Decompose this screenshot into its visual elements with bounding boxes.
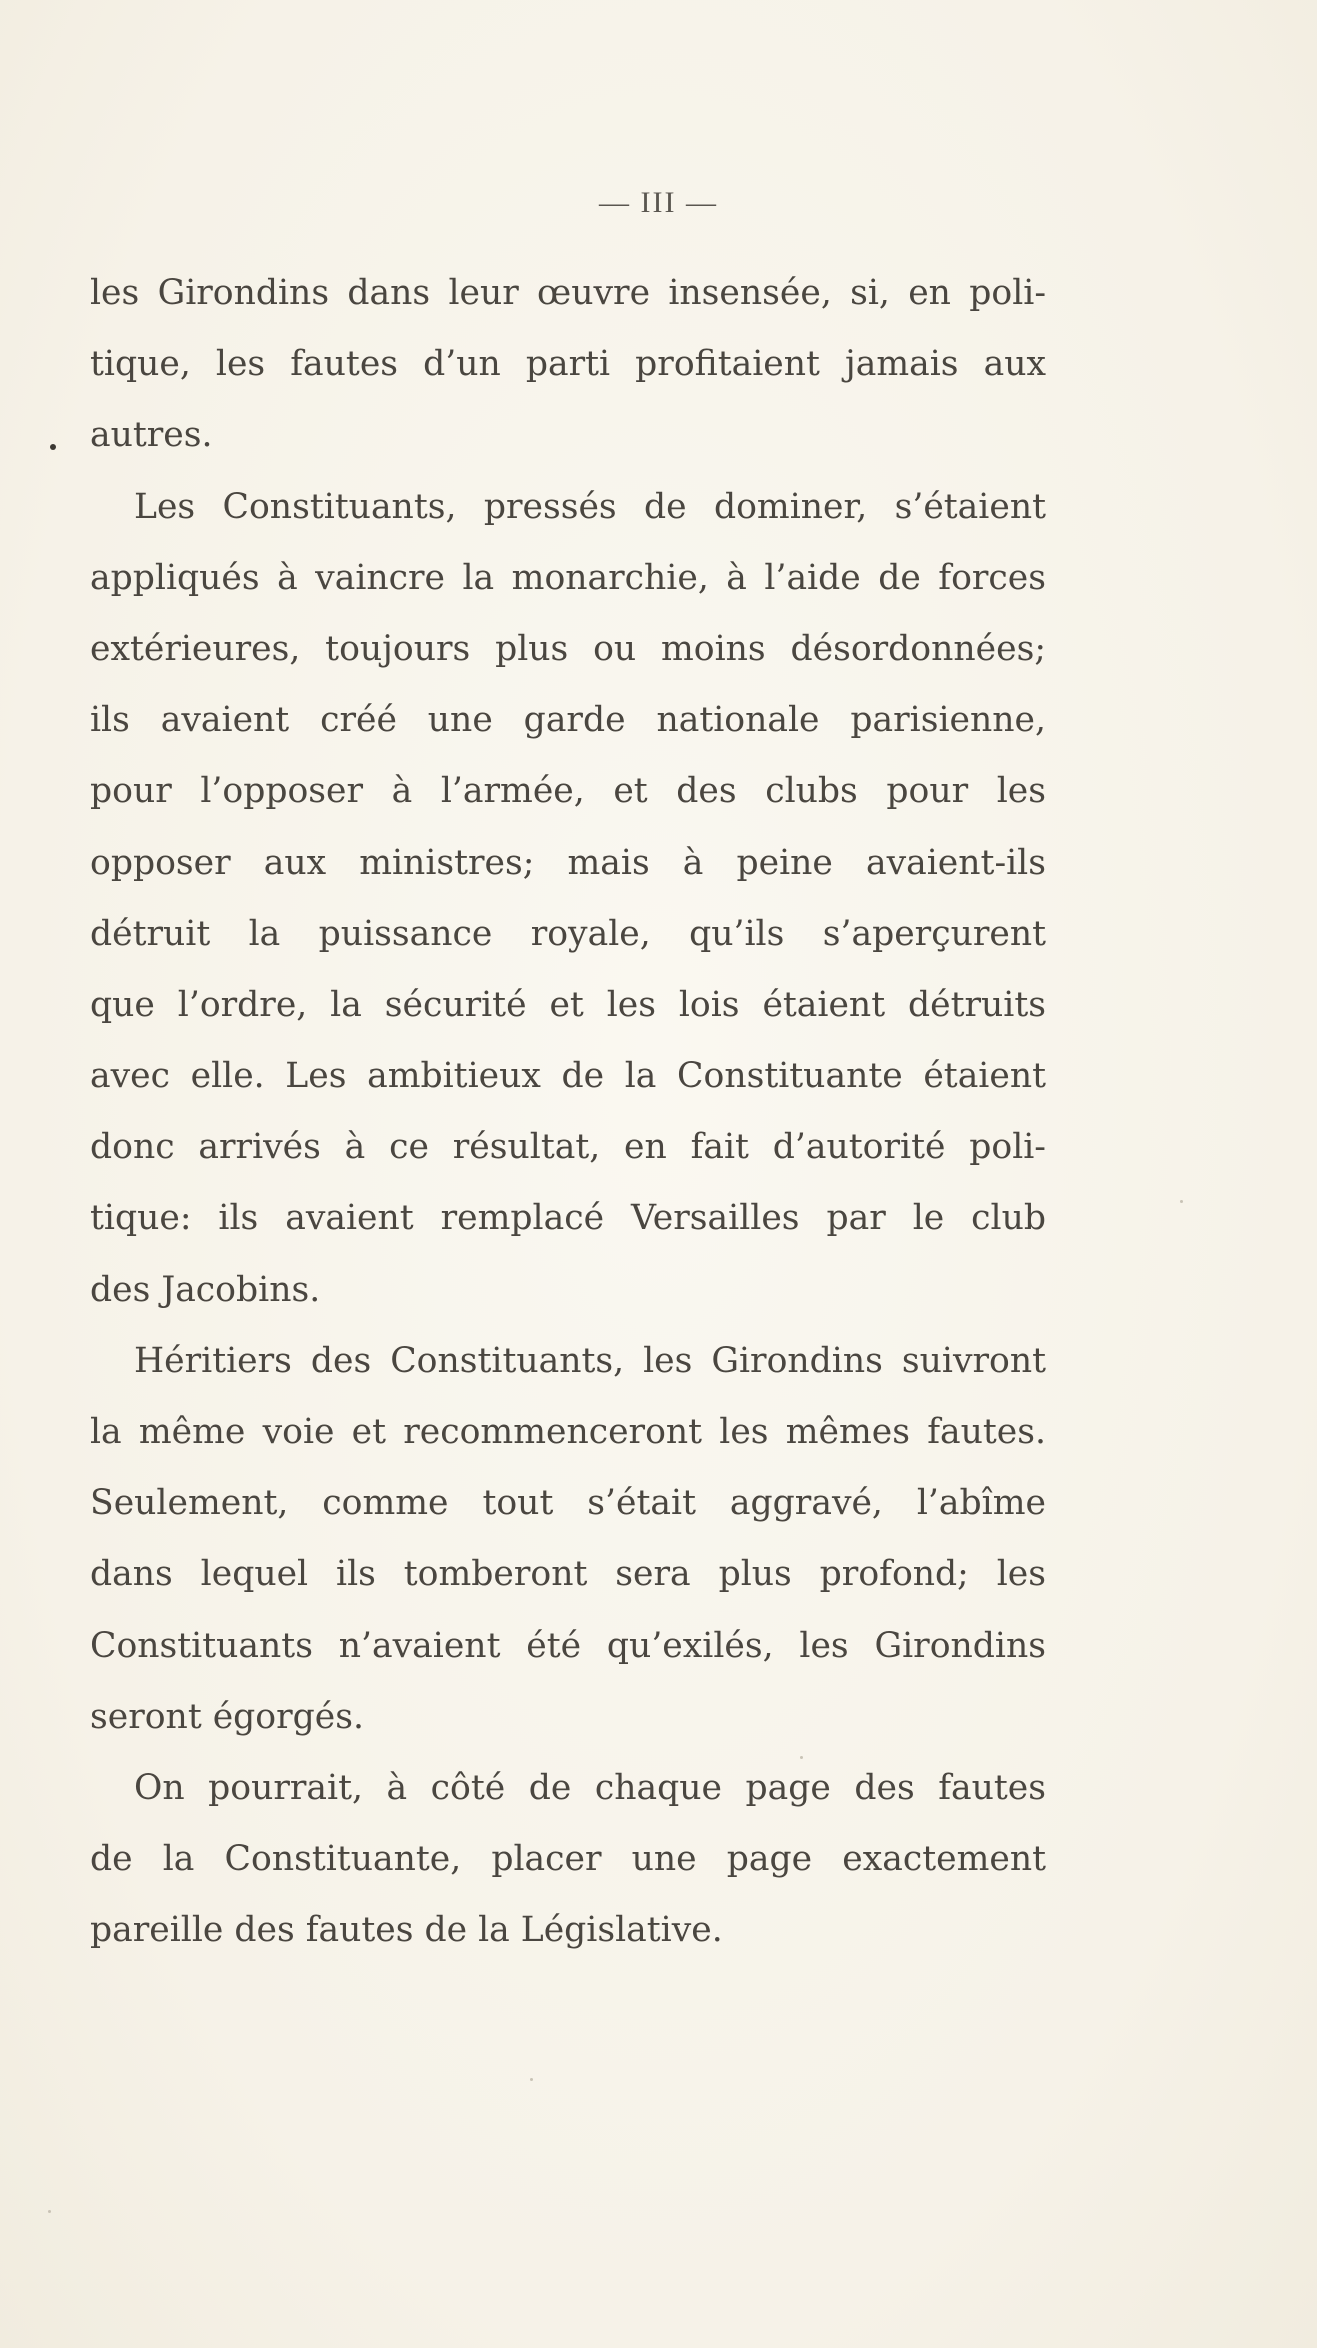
text-line: appliqués à vaincre la monarchie, à l’aide de forces — [90, 557, 1046, 598]
text-line: détruit la puissance royale, qu’ils s’aperçurent — [90, 913, 1046, 954]
text-line: des Jacobins. — [90, 1269, 321, 1310]
text-line: Constituants n’avaient été qu’exilés, les Girondins — [90, 1625, 1046, 1666]
text-line: tique, les fautes d’un parti profitaient jamais aux — [90, 344, 1046, 385]
text-line: opposer aux ministres; mais à peine avaient-ils — [90, 842, 1046, 883]
paper-speck — [800, 1756, 803, 1759]
text-line: avec elle. Les ambitieux de la Constituante étaient — [90, 1056, 1046, 1097]
text-line: seront égorgés. — [90, 1696, 364, 1737]
text-line: la même voie et recommenceront les mêmes fautes. — [90, 1412, 1046, 1452]
text-line: de la Constituante, placer une page exactement — [90, 1839, 1046, 1880]
paper-speck — [48, 2210, 51, 2213]
page-number: — III — — [599, 186, 718, 219]
text-line: autres. — [90, 415, 213, 456]
text-line: dans lequel ils tomberont sera plus profond; les — [90, 1554, 1046, 1595]
body-text — [90, 258, 1046, 1967]
text-line: On pourrait, à côté de chaque page des fautes — [134, 1767, 1046, 1808]
text-line: les Girondins dans leur œuvre insensée, si, en poli- — [90, 273, 1046, 313]
paper-speck — [530, 2078, 533, 2081]
text-line: pour l’opposer à l’armée, et des clubs pour les — [90, 771, 1046, 812]
text-line: extérieures, toujours plus ou moins désordonnées; — [90, 628, 1046, 669]
text-line: pareille des fautes de la Législative. — [90, 1910, 723, 1951]
text-line: donc arrivés à ce résultat, en fait d’autorité poli- — [90, 1127, 1046, 1168]
paper-speck — [1180, 1200, 1183, 1203]
text-line: Seulement, comme tout s’était aggravé, l’abîme — [90, 1483, 1046, 1524]
text-line: Les Constituants, pressés de dominer, s’étaient — [134, 486, 1046, 527]
text-line: tique: ils avaient remplacé Versailles par le club — [90, 1198, 1046, 1239]
text-line: ils avaient créé une garde nationale parisienne, — [90, 700, 1046, 741]
text-line: que l’ordre, la sécurité et les lois étaient détruits — [90, 984, 1046, 1025]
text-line: Héritiers des Constituants, les Girondins suivront — [134, 1340, 1046, 1381]
margin-ink-dot — [50, 444, 56, 450]
